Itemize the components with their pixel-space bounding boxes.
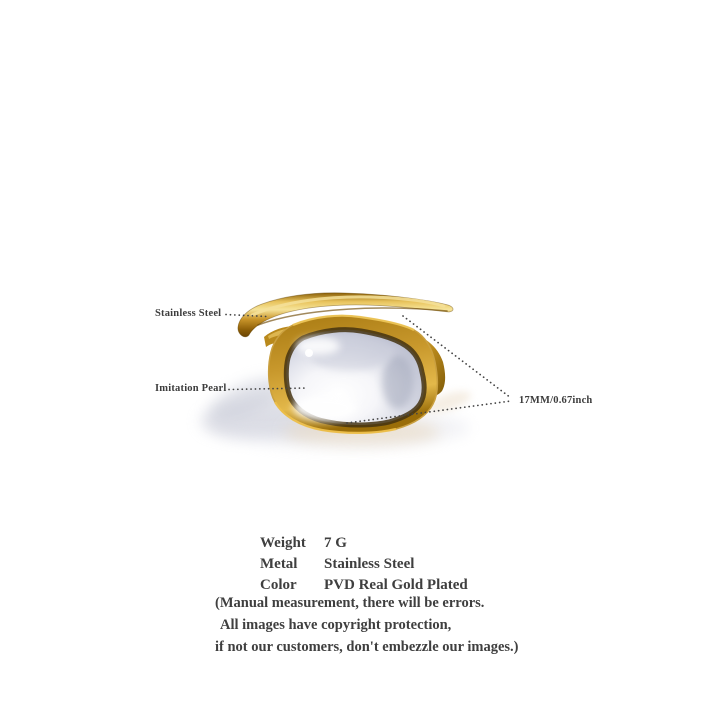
spec-label-color: Color bbox=[260, 577, 297, 593]
spec-row-metal bbox=[260, 554, 468, 575]
product-specs bbox=[260, 533, 468, 596]
disclaimer-line-3: if not our customers, don't embezzle our images.) bbox=[215, 639, 519, 655]
spec-value-color: PVD Real Gold Plated bbox=[324, 577, 468, 593]
disclaimer bbox=[215, 592, 519, 658]
size-measurement-label: 17MM/0.67inch bbox=[519, 395, 593, 406]
band-material-label: Stainless Steel bbox=[155, 308, 222, 319]
disclaimer-line-2: All images have copyright protection, bbox=[220, 617, 452, 633]
disclaimer-line-1: (Manual measurement, there will be errors. bbox=[215, 595, 485, 611]
spec-value-metal: Stainless Steel bbox=[324, 556, 415, 572]
spec-label-metal: Metal bbox=[260, 556, 298, 572]
spec-value-weight: 7 G bbox=[324, 535, 347, 551]
spec-row-weight bbox=[260, 533, 468, 554]
pearl-bezel bbox=[269, 316, 438, 433]
spec-label-weight: Weight bbox=[260, 535, 306, 551]
pearl-material-label: Imitation Pearl bbox=[155, 383, 227, 394]
